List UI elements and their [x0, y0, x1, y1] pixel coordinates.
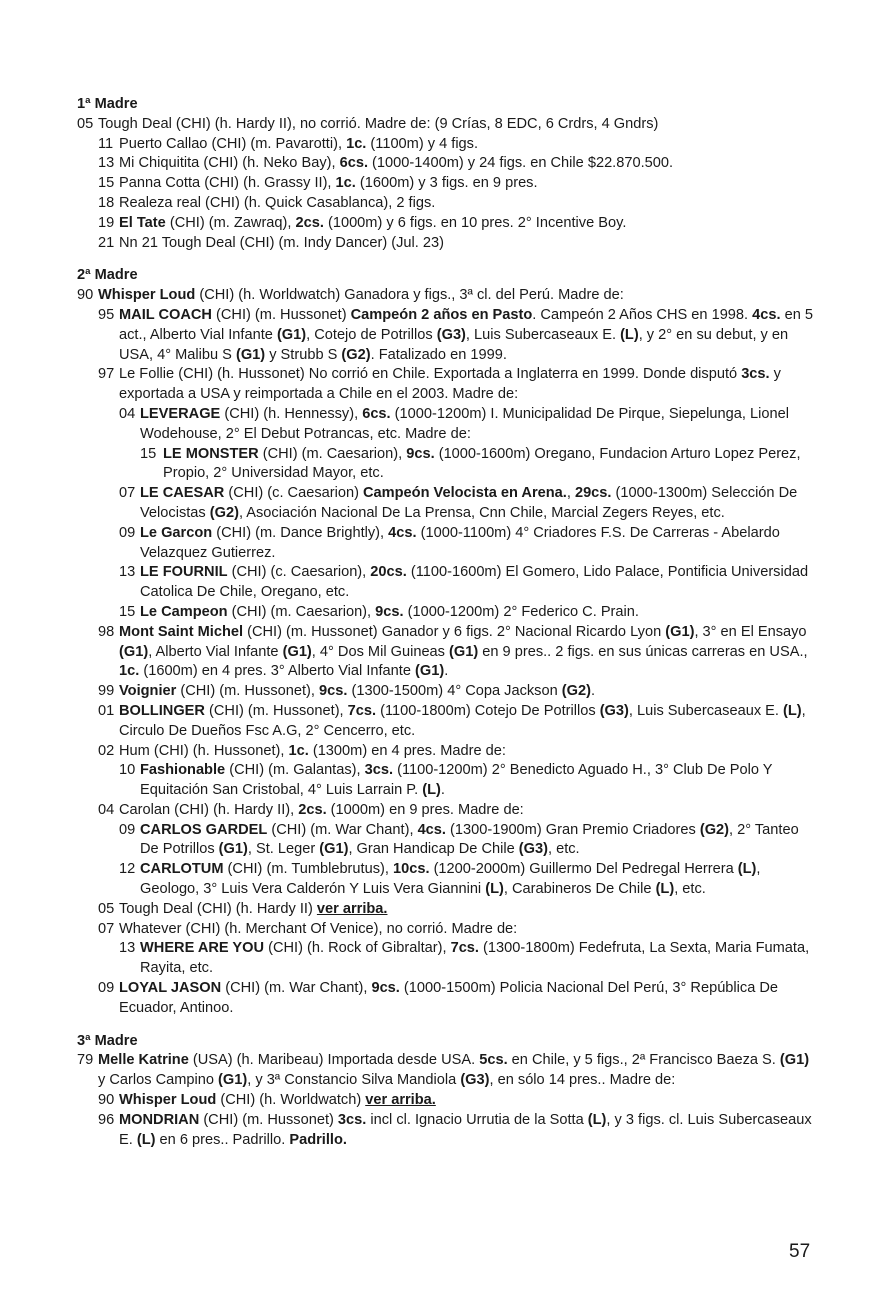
text-segment: (CHI) (h. Worldwatch) Ganadora y figs., 3ª cl. del Perú. Madre de: [195, 287, 624, 304]
bold-text: (G3) [518, 841, 548, 858]
entry-text [140, 484, 817, 524]
entry-text [119, 623, 817, 682]
bold-text: (L) [737, 861, 757, 878]
text-segment: (1100-1800m) Cotejo De Potrillos [376, 702, 600, 719]
bold-text: (G1) [218, 1072, 248, 1089]
page-number: 57 [789, 1241, 811, 1262]
text-segment: (CHI) (m. War Chant), [267, 821, 418, 838]
entry-year: 90 [77, 287, 94, 304]
bold-text: BOLLINGER [119, 702, 205, 719]
pedigree-entry [77, 135, 817, 155]
entry-text [119, 365, 817, 405]
entry-text [119, 801, 817, 821]
bold-text: Padrillo. [289, 1131, 347, 1148]
bold-text: Voignier [119, 683, 177, 700]
entry-text [119, 234, 817, 254]
text-segment: (CHI) (m. Hussonet) [199, 1111, 338, 1128]
pedigree-page [77, 95, 817, 1163]
bold-text: Mont Saint Michel [119, 623, 244, 640]
bold-text: (G1) [319, 841, 349, 858]
pedigree-entry [77, 702, 817, 742]
entry-year: 15 [98, 175, 115, 192]
bold-text: (G2) [561, 683, 591, 700]
bold-text: El Tate [119, 214, 166, 231]
section-madre-1 [77, 95, 817, 253]
bold-text: 4cs. [417, 821, 446, 838]
bold-text: 9cs. [406, 445, 435, 462]
bold-text: 9cs. [371, 980, 400, 997]
bold-text: (G1) [218, 841, 248, 858]
text-segment: (1000m) en 9 pres. Madre de: [326, 801, 524, 818]
text-segment: , y 3ª Constancio Silva Mandiola [247, 1072, 461, 1089]
entry-year: 90 [98, 1092, 115, 1109]
text-segment: , Luis Subercaseaux E. [628, 702, 784, 719]
entry-year: 15 [140, 445, 157, 462]
pedigree-entry [77, 365, 817, 405]
bold-text: 29cs. [574, 485, 612, 502]
bold-text: (L) [136, 1131, 156, 1148]
bold-text: Melle Katrine [98, 1052, 189, 1069]
text-segment: , St. Leger [247, 841, 320, 858]
text-segment: (CHI) (h. Rock of Gibraltar), [264, 940, 451, 957]
pedigree-entry [77, 860, 817, 900]
bold-text: CARLOTUM [140, 861, 224, 878]
pedigree-entry [77, 563, 817, 603]
section-title: 1ª Madre [77, 96, 138, 112]
entry-text [119, 154, 817, 174]
entry-text [119, 702, 817, 742]
bold-text: WHERE ARE YOU [140, 940, 265, 957]
text-segment: Le Follie (CHI) (h. Hussonet) No corrió en Chile. Exportada a Inglaterra en 1999. Donde disputó [119, 366, 742, 383]
entry-text [119, 1111, 817, 1151]
entry-year: 13 [119, 940, 136, 957]
bold-text: Le Garcon [140, 524, 213, 541]
text-segment: (1100-1200m) 2° Benedicto Aguado H., 3° Club De Polo Y Equitación San Cristobal, 4° Luis Larrain P. [140, 762, 773, 799]
text-segment: (1600m) en 4 pres. 3° Alberto Vial Infante [139, 663, 416, 680]
text-segment: (1600m) y 3 figs. en 9 pres. [355, 175, 538, 192]
bold-text: (G1) [119, 643, 149, 660]
pedigree-entry [77, 623, 817, 682]
entry-year: 09 [119, 821, 136, 838]
entry-text [140, 405, 817, 445]
pedigree-entry [77, 214, 817, 234]
pedigree-entry [77, 154, 817, 174]
bold-text: LEVERAGE [140, 405, 221, 422]
text-segment: (1300-1500m) 4° Copa Jackson [347, 683, 562, 700]
text-segment: (1000-1200m) I. Municipalidad De Pirque, Siepelunga, Lionel Wodehouse, 2° El Debut Potrancas, etc. Madre de: [140, 405, 789, 442]
text-segment: (1000-1100m) 4° Criadores F.S. De Carreras - Abelardo Velazquez Gutierrez. [140, 524, 780, 561]
bold-text: 1c. [119, 663, 140, 680]
text-segment: Nn 21 Tough Deal (CHI) (m. Indy Dancer) (Jul. 23) [119, 234, 444, 251]
entry-text [119, 900, 817, 920]
text-segment: , 4° Dos Mil Guineas [311, 643, 450, 660]
section-title: 2ª Madre [77, 267, 138, 284]
text-segment: Mi Chiquitita (CHI) (h. Neko Bay), [119, 155, 340, 172]
pedigree-entry [77, 742, 817, 762]
bold-text: (G1) [415, 663, 445, 680]
entry-year: 97 [98, 366, 115, 383]
text-segment: Tough Deal (CHI) (h. Hardy II) [119, 900, 317, 917]
pedigree-entry [77, 405, 817, 445]
entry-text [119, 742, 817, 762]
text-segment: , 3° en El Ensayo [694, 623, 807, 640]
text-segment: (CHI) (h. Worldwatch) [216, 1092, 366, 1109]
bold-text: 6cs. [339, 155, 368, 172]
pedigree-entry [77, 194, 817, 214]
bold-text: (G1) [282, 643, 312, 660]
text-segment: (CHI) (m. Caesarion), [227, 603, 376, 620]
pedigree-entry [77, 603, 817, 623]
bold-text: LOYAL JASON [119, 980, 222, 997]
text-segment: (1200-2000m) Guillermo Del Pedregal Herrera [429, 861, 738, 878]
bold-text: (G2) [699, 821, 730, 838]
pedigree-entry [77, 524, 817, 564]
text-segment: . Campeón 2 Años CHS en 1998. [532, 306, 753, 323]
text-segment: , Carabineros De Chile [503, 881, 656, 898]
text-segment: (CHI) (m. Zawraq), [165, 214, 296, 231]
entry-year: 07 [98, 920, 115, 937]
entry-year: 79 [77, 1052, 94, 1069]
bold-text: Campeón 2 años en Pasto [350, 306, 533, 323]
text-segment: Puerto Callao (CHI) (m. Pavarotti), [119, 135, 347, 152]
bold-text: LE MONSTER [163, 445, 259, 462]
entry-year: 21 [98, 234, 115, 251]
text-segment: , Geologo, 3° Luis Vera Calderón Y Luis Vera Giannini [140, 861, 761, 898]
text-segment: en 9 pres.. 2 figs. en sus únicas carreras en USA., [478, 643, 808, 660]
text-segment: (1000-1400m) y 24 figs. en Chile $22.870.500. [368, 155, 674, 172]
bold-text: 4cs. [752, 306, 781, 323]
text-segment: en Chile, y 5 figs., 2ª Francisco Baeza S. [507, 1052, 780, 1069]
entry-text [140, 563, 817, 603]
text-segment: , Alberto Vial Infante [148, 643, 283, 660]
bold-text: Le Campeon [140, 603, 228, 620]
text-segment: (CHI) (m. Hussonet), [204, 702, 348, 719]
entry-text [98, 1051, 817, 1091]
bold-text: (G2) [341, 346, 371, 363]
entry-year: 96 [98, 1111, 115, 1128]
pedigree-entry [77, 1051, 817, 1091]
entry-text [140, 821, 817, 861]
entry-text [119, 174, 817, 194]
pedigree-entry [77, 761, 817, 801]
bold-text: 20cs. [370, 564, 407, 581]
section-title: 3ª Madre [77, 1032, 138, 1049]
text-segment: (CHI) (m. War Chant), [221, 980, 372, 997]
text-segment: (CHI) (m. Caesarion), [258, 445, 407, 462]
entry-year: 15 [119, 603, 136, 620]
bold-text: (G3) [460, 1072, 490, 1089]
entry-text [140, 939, 817, 979]
entry-text [119, 135, 817, 155]
text-segment: , 2° Tanteo De Potrillos [140, 821, 799, 858]
bold-text: 4cs. [388, 524, 417, 541]
bold-text: 7cs. [450, 940, 479, 957]
entry-text [163, 445, 817, 485]
entry-year: 98 [98, 623, 115, 640]
section-madre-3 [77, 1032, 817, 1151]
text-segment: (1000-1200m) 2° Federico C. Prain. [403, 603, 639, 620]
bold-text: (G1) [665, 623, 695, 640]
bold-text: CARLOS GARDEL [140, 821, 268, 838]
bold-text: 1c. [288, 742, 309, 759]
text-segment: en 6 pres.. Padrillo. [155, 1131, 290, 1148]
bold-text: (G3) [599, 702, 629, 719]
pedigree-entry [77, 920, 817, 940]
text-segment: Realeza real (CHI) (h. Quick Casablanca), 2 figs. [119, 194, 436, 211]
pedigree-entry [77, 484, 817, 524]
entry-text [119, 214, 817, 234]
entry-text [119, 920, 817, 940]
text-segment: y Strubb S [265, 346, 342, 363]
bold-text: (L) [655, 881, 675, 898]
text-segment: Hum (CHI) (h. Hussonet), [119, 742, 289, 759]
entry-year: 12 [119, 861, 136, 878]
bold-text: (L) [783, 702, 802, 719]
entry-text [140, 603, 817, 623]
text-segment: (1000-1600m) Oregano, Fundacion Arturo Lopez Perez, Propio, 2° Universidad Mayor, etc. [163, 445, 801, 482]
text-segment: (1100m) y 4 figs. [366, 135, 479, 152]
text-segment: (CHI) (m. Galantas), [225, 762, 365, 779]
entry-year: 11 [98, 135, 114, 152]
entry-year: 04 [98, 801, 115, 818]
entry-year: 02 [98, 742, 115, 759]
bold-text: (L) [587, 1111, 607, 1128]
pedigree-entry [77, 115, 817, 135]
text-segment: , y 2° en su debut, y en USA, 4° Malibu S [119, 326, 789, 363]
text-segment: (CHI) (m. Hussonet), [176, 683, 320, 700]
pedigree-entry [77, 234, 817, 254]
entry-year: 99 [98, 683, 115, 700]
bold-text: (G1) [779, 1052, 810, 1069]
text-segment: (1100-1600m) El Gomero, Lido Palace, Pontificia Universidad Catolica De Chile, Oregano, etc. [140, 564, 809, 601]
section-madre-2 [77, 266, 817, 1018]
text-segment: y Carlos Campino [98, 1072, 219, 1089]
bold-text: 9cs. [375, 603, 404, 620]
bold-text: (G3) [436, 326, 466, 343]
text-segment: . Fatalizado en 1999. [370, 346, 507, 363]
entry-year: 13 [98, 155, 115, 172]
text-segment: (CHI) (c. Caesarion) [224, 485, 363, 502]
pedigree-entry [77, 900, 817, 920]
text-segment: en 5 act., Alberto Vial Infante [119, 306, 814, 343]
bold-text: LE FOURNIL [140, 564, 228, 581]
text-segment: , etc. [674, 881, 706, 898]
bold-text: Fashionable [140, 762, 226, 779]
bold-text: 7cs. [347, 702, 377, 719]
text-segment: (CHI) (m. Hussonet) Ganador y 6 figs. 2° Nacional Ricardo Lyon [243, 623, 666, 640]
pedigree-entry [77, 979, 817, 1019]
text-segment: (1000-1500m) Policia Nacional Del Perú, 3° República De Ecuador, Antinoo. [119, 980, 779, 1016]
bold-text: 3cs. [741, 366, 770, 383]
bold-text: (L) [422, 782, 441, 799]
bold-text: 1c. [335, 175, 356, 192]
entry-year: 07 [119, 485, 136, 502]
text-segment: (1000m) y 6 figs. en 10 pres. 2° Incentive Boy. [323, 214, 627, 231]
pedigree-entry [77, 445, 817, 485]
text-segment: (CHI) (m. Hussonet) [211, 306, 351, 323]
text-segment: (CHI) (h. Hennessy), [220, 405, 363, 422]
entry-text [119, 1091, 817, 1111]
text-segment: Carolan (CHI) (h. Hardy II), [119, 801, 299, 818]
text-segment: y exportada a USA y reimportada a Chile en el 2003. Madre de: [119, 366, 781, 403]
pedigree-entry [77, 1111, 817, 1151]
pedigree-entry [77, 174, 817, 194]
text-segment: , Luis Subercaseaux E. [465, 326, 621, 343]
bold-text: 3cs. [337, 1111, 367, 1128]
bold-text: 2cs. [295, 214, 324, 231]
entry-year: 18 [98, 194, 115, 211]
bold-text: 9cs. [319, 683, 348, 700]
text-segment: (1300-1900m) Gran Premio Criadores [445, 821, 700, 838]
text-segment: (1000-1300m) Selección De Velocistas [140, 485, 798, 521]
bold-text: (G2) [209, 504, 239, 521]
entry-year: 05 [98, 900, 115, 917]
bold-text: 3cs. [364, 762, 394, 779]
text-segment: Whatever (CHI) (h. Merchant Of Venice), no corrió. Madre de: [119, 920, 518, 937]
text-segment: (CHI) (m. Dance Brightly), [212, 524, 389, 541]
bold-text: 6cs. [362, 405, 391, 422]
entry-text [119, 979, 817, 1019]
text-segment: . [440, 782, 445, 799]
bold-text: Whisper Loud [119, 1092, 217, 1109]
text-segment: (1300m) en 4 pres. Madre de: [308, 742, 506, 759]
entry-year: 10 [119, 762, 136, 779]
entry-text [119, 682, 817, 702]
bold-text: Whisper Loud [98, 287, 196, 304]
entry-text [140, 860, 817, 900]
cross-reference-link[interactable]: ver arriba. [316, 900, 388, 917]
text-segment: (CHI) (c. Caesarion), [227, 564, 371, 581]
entry-text [140, 524, 817, 564]
text-segment: (USA) (h. Maribeau) Importada desde USA. [188, 1052, 480, 1069]
bold-text: 2cs. [298, 801, 327, 818]
pedigree-entry [77, 286, 817, 306]
bold-text: MONDRIAN [119, 1111, 200, 1128]
pedigree-entry [77, 939, 817, 979]
text-segment: , [566, 485, 575, 502]
pedigree-entry [77, 821, 817, 861]
pedigree-entry [77, 306, 817, 365]
text-segment: Tough Deal (CHI) (h. Hardy II), no corrió. Madre de: (9 Crías, 8 EDC, 6 Crdrs, 4 Gndrs) [98, 115, 659, 132]
pedigree-entry [77, 1091, 817, 1111]
bold-text: (L) [620, 326, 639, 343]
entry-year: 09 [98, 980, 115, 997]
text-segment: , Circulo De Dueños Fsc A.G, 2° Cencerro, etc. [119, 702, 806, 739]
text-segment: , Gran Handicap De Chile [348, 841, 519, 858]
text-segment: . [590, 683, 596, 700]
bold-text: (G1) [235, 346, 266, 363]
text-segment: . [444, 663, 449, 680]
entry-year: 01 [98, 702, 115, 719]
cross-reference-link[interactable]: ver arriba. [365, 1092, 436, 1109]
entry-text [98, 115, 817, 135]
text-segment: incl cl. Ignacio Urrutia de la Sotta [366, 1111, 588, 1128]
bold-text: 5cs. [479, 1052, 508, 1069]
entry-text [98, 286, 817, 306]
pedigree-entry [77, 801, 817, 821]
bold-text: LE CAESAR [140, 485, 225, 502]
text-segment: , y 3 figs. cl. Luis Subercaseaux E. [119, 1111, 812, 1148]
entry-year: 04 [119, 405, 136, 422]
bold-text: 10cs. [392, 861, 430, 878]
text-segment: , Asociación Nacional De La Prensa, Cnn Chile, Marcial Zegers Reyes, etc. [238, 504, 725, 521]
entry-year: 13 [119, 564, 136, 581]
bold-text: Campeón Velocista en Arena. [363, 485, 567, 502]
text-segment: Panna Cotta (CHI) (h. Grassy II), [119, 175, 336, 192]
text-segment: (CHI) (m. Tumblebrutus), [223, 861, 393, 878]
entry-text [119, 194, 817, 214]
entry-text [119, 306, 817, 365]
text-segment: , Cotejo de Potrillos [306, 326, 437, 343]
bold-text: (G1) [449, 643, 479, 660]
entry-text [140, 761, 817, 801]
bold-text: MAIL COACH [119, 306, 212, 323]
entry-year: 95 [98, 306, 115, 323]
bold-text: 1c. [346, 135, 367, 152]
entry-year: 19 [98, 214, 115, 231]
pedigree-entry [77, 682, 817, 702]
text-segment: (1300-1800m) Fedefruta, La Sexta, Maria Fumata, Rayita, etc. [140, 940, 810, 977]
text-segment: , en sólo 14 pres.. Madre de: [489, 1072, 676, 1089]
text-segment: , etc. [547, 841, 580, 858]
bold-text: (L) [485, 881, 504, 898]
entry-year: 09 [119, 524, 136, 541]
entry-year: 05 [77, 115, 94, 132]
bold-text: (G1) [276, 326, 307, 343]
